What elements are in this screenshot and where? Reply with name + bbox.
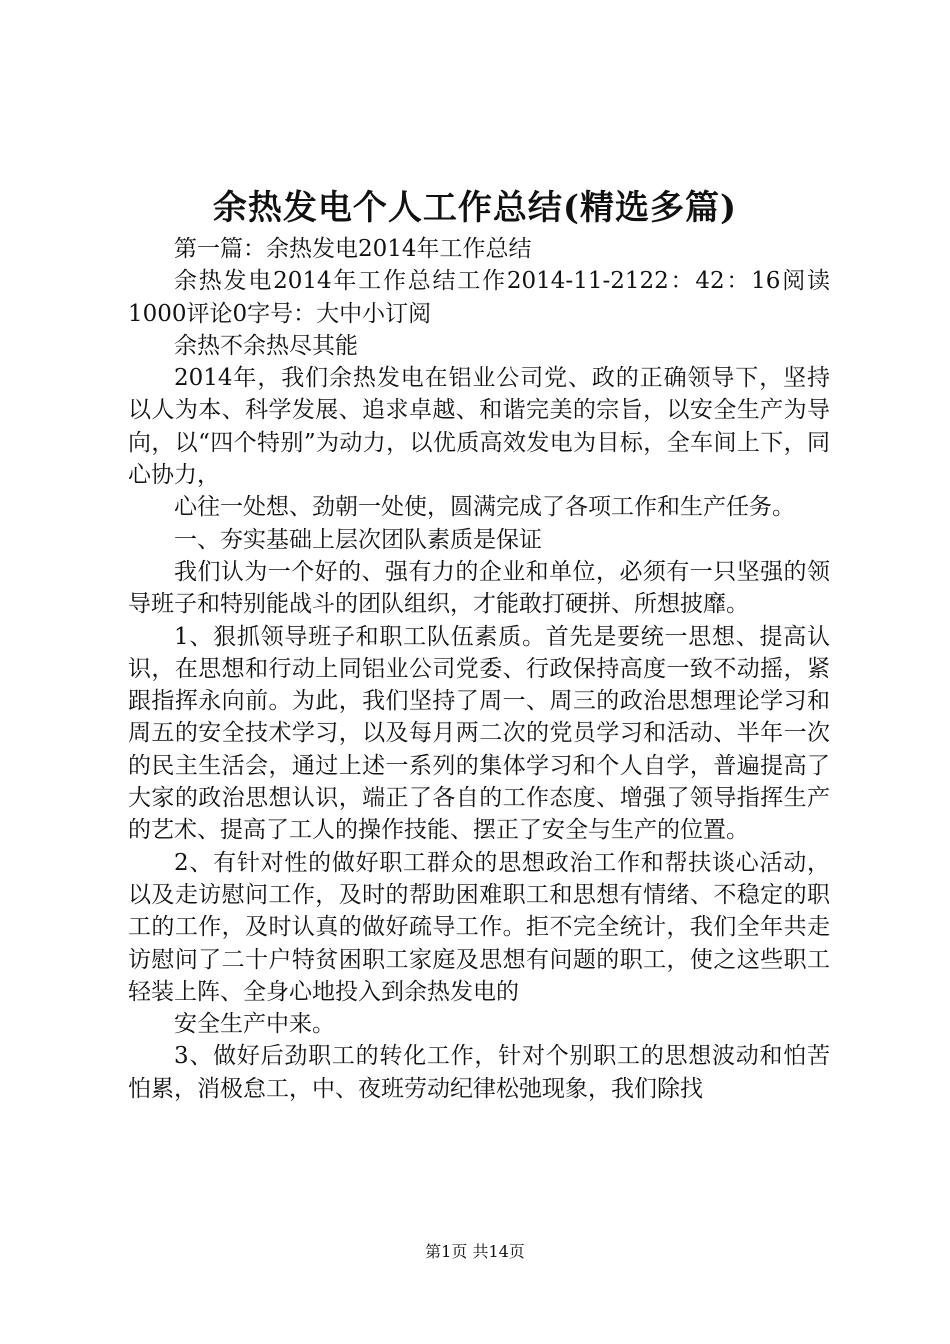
paragraph-meta-line: 余热发电2014年工作总结工作2014-11-2122：42：16阅读1000评论0字号：大中小订阅 <box>128 268 830 327</box>
paragraph: 2014年，我们余热发电在铝业公司党、政的正确领导下，坚持以人为本、科学发展、追求卓越、和谐完美的宗旨，以安全生产为导向，以“四个特别”为动力，以优质高效发电为目标，全车间上下，同心协力， <box>128 365 830 489</box>
paragraph: 安全生产中来。 <box>174 1011 335 1038</box>
paragraph: 2、有针对性的做好职工群众的思想政治工作和帮扶谈心活动，以及走访慰问工作，及时的帮助困难职工和思想有情绪、不稳定的职工的工作，及时认真的做好疏导工作。拒不完全统计，我们全年共走访慰问了二十户特贫困职工家庭及思想有问题的职工，使之这些职工轻装上阵、全身心地投入到余热发电的 <box>128 849 830 1005</box>
paragraph-subtitle: 余热不余热尽其能 <box>174 332 358 359</box>
paragraph-section-heading: 第一篇：余热发电2014年工作总结 <box>174 236 532 262</box>
page-number-footer: 第1页 共14页 <box>425 1242 525 1261</box>
paragraph: 心往一处想、劲朝一处使，圆满完成了各项工作和生产任务。 <box>174 494 795 521</box>
document-body <box>128 233 830 1105</box>
paragraph: 我们认为一个好的、强有力的企业和单位，必须有一只坚强的领导班子和特别能战斗的团队组织，才能敢打硬拼、所想披靡。 <box>128 558 830 618</box>
paragraph-heading: 一、夯实基础上层次团队素质是保证 <box>174 526 542 553</box>
document-title: 余热发电个人工作总结(精选多篇) <box>212 188 738 228</box>
paragraph: 3、做好后劲职工的转化工作，针对个别职工的思想波动和怕苦怕累，消极怠工，中、夜班劳动纪律松弛现象，我们除找 <box>128 1043 830 1102</box>
paragraph: 1、狠抓领导班子和职工队伍素质。首先是要统一思想、提高认识，在思想和行动上同铝业公司党委、行政保持高度一致不动摇，紧跟指挥永向前。为此，我们坚持了周一、周三的政治思想理论学习和周五的安全技术学习，以及每月两二次的党员学习和活动、半年一次的民主生活会，通过上述一系列的集体学习和个人自学，普遍提高了大家的政治思想认识，端正了各自的工作态度、增强了领导指挥生产的艺术、提高了工人的操作技能、摆正了安全与生产的位置。 <box>128 623 830 844</box>
